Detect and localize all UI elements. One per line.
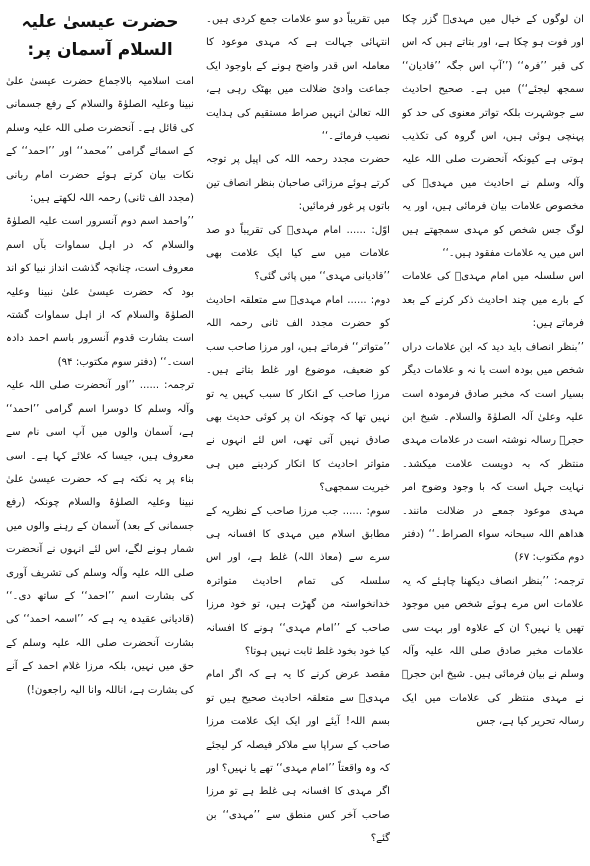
paragraph: مقصد عرض کرنے کا یہ ہے کہ اگر امام مہدیؑ سے متعلقہ احادیث صحیح ہیں تو بسم اللہ! آیئے اور ایک ایک علامت مرزا صاحب کے سراپا سے ملاکر فیصلہ کر لیجئے کہ وہ واقعتاً ’’امام مہدی‘‘ تھے یا نہیں؟ اور اگر مہدی کا افسانہ ہی غلط ہے تو مرزا صاحب آخر کس منطق سے ’’مہدی‘‘ بن گئے؟	[206, 669, 390, 845]
point-first: اوّل: ...... امام مہدیؑ کی تقریباً دو صد علامات میں سے کیا ایک علامت بھی ’’قادیانی مہدی‘‘ میں پائی گئی؟	[206, 224, 390, 283]
column-right	[402, 8, 584, 858]
paragraph: حضرت مجدد رحمہ اللہ کی اپیل پر توجہ کرتے ہوئے مرزائی صاحبان بنظر انصاف تین باتوں پر غور فرمائیں:	[206, 154, 390, 213]
point-third: سوم: ...... جب مرزا صاحب کے نظریہ کے مطابق اسلام میں مہدی کا افسانہ ہی سرے سے (معاذ اللہ) غلط ہے، اور اس سلسلہ کی تمام احادیث متواترہ خدانخواستہ من گھڑت ہیں، تو خود مرزا صاحب کے ’’امام مہدی‘‘ ہونے کا افسانہ کیا خود بخود غلط ثابت نہیں ہوتا؟	[206, 505, 390, 657]
paragraph: میں تقریباً دو سو علامات جمع کردی ہیں۔ انتہائی جہالت ہے کہ مہدی موعود کا معاملہ اس قدر واضح ہونے کے باوجود ایک جماعت وادیٔ ضلالت میں بھٹک رہی ہے، اللہ تعالیٰ انہیں صراط مستقیم کی ہدایت نصیب فرمائے۔‘‘	[206, 14, 390, 143]
translation-paragraph: ترجمہ: ’’بنظر انصاف دیکھنا چاہئے کہ یہ علامات اس مرے ہوئے شخص میں موجود تھیں یا نہیں؟ ان کے علاوہ اور بہت سی علامات مخبر صادق صلی اللہ علیہ وآلہ وسلم نے بیان فرمائی ہیں۔ شیخ ابن حجرؒ نے مہدی منتظر کی علامات میں ایک رسالہ تحریر کیا ہے، جس	[402, 575, 584, 728]
column-left	[6, 8, 194, 858]
quotation-paragraph: ’’بنظر انصاف باید دید کہ این علامات دراں شخص میں بودہ است یا نہ و علامات دیگر بسیار است کہ مخبر صادق فرمودہ است علیہ وعلیٰ آلہ الصلوٰۃ والسلام۔ شیخ ابن حجرؒ رسالہ نوشتہ است در علامات مہدی منتظر کہ بہ دویست علامت میکشد۔ نہایت جہل است کہ با وجود وضوح امر مہدی موعود جمعے در ضلالت مانند۔ ھداھم اللہ سبحانہ سواء الصراط۔‘‘ (دفتر دوم مکتوب: ۶۷)	[402, 341, 584, 564]
paragraph: ان لوگوں کے خیال میں مہدیؑ گزر چکا اور فوت ہو چکا ہے، اور بتاتے ہیں کہ اس کی قبر ’’فرہ‘‘ (’’آپ اس جگہ ’’قادیان‘‘ سمجھ لیجئے‘‘) میں ہے۔ صحیح احادیث سے جوشہرت بلکہ تواتر معنوی کی حد کو پہنچی ہوئی ہیں، اس گروہ کی تکذیب ہوتی ہے کیونکہ آنحضرت صلی اللہ علیہ وآلہ وسلم نے احادیث میں مہدیؑ کی مخصوص علامات بیان فرمائی ہیں، اور یہ لوگ جس شخص کو مہدی سمجھتے ہیں اس میں یہ علامات مفقود ہیں۔‘‘	[402, 14, 584, 260]
point-second: دوم: ...... امام مہدیؑ سے متعلقہ احادیث کو حضرت مجدد الف ثانی رحمہ اللہ ’’متواتر‘‘ فرماتے ہیں، اور مرزا صاحب سب کو ضعیف، موضوع اور غلط بتاتے ہیں۔ مرزا صاحب کے انکار کا سبب کہیں یہ تو نہیں تھا کہ چونکہ ان پر کوئی حدیث بھی صادق نہیں آتی تھی، اس لئے انہوں نے متواتر احادیث کا انکار کردینے میں ہی خیریت سمجھی؟	[206, 294, 390, 494]
paragraph: امت اسلامیہ بالاجماع حضرت عیسیٰ علیٰ نبینا وعلیہ الصلوٰۃ والسلام کے رفع جسمانی کی قائل ہے۔ آنحضرت صلی اللہ علیہ وسلم کے اسمائے گرامی ’’محمد‘‘ اور ’’احمد‘‘ کے نکات بیان کرتے ہوئے حضرت امام ربانی (مجدد الف ثانی) رحمہ اللہ لکھتے ہیں:	[6, 76, 194, 205]
quotation-paragraph: ’’واحمد اسم دوم آنسرور است علیہ الصلوٰۃ والسلام کہ در اہل سماوات بآں اسم معروف است، چنانچہ گذشت انداز نبیا کو اند بود کہ حضرت عیسیٰ علیٰ نبینا وعلیہ الصلوٰۃ والسلام کہ از اہل سماوات گشتہ است بشارت قدوم آنسرور باسم احمد دادہ است۔‘‘ (دفتر سوم مکتوب: ۹۴)	[6, 216, 194, 368]
paragraph: اس سلسلہ میں امام مہدیؑ کی علامات کے بارے میں چند احادیث ذکر کرنے کے بعد فرماتے ہیں:	[402, 271, 584, 330]
section-heading: حضرت عیسیٰ علیہ السلام آسمان پر:	[21, 12, 179, 60]
column-middle	[206, 8, 390, 858]
translation-paragraph: ترجمہ: ...... ’’اور آنحضرت صلی اللہ علیہ وآلہ وسلم کا دوسرا اسم گرامی ’’احمد‘‘ ہے، آسمان والوں میں آپ اسی نام سے معروف ہیں، جیسا کہ علائے کہا ہے۔ اسی بناء پر یہ نکتہ ہے کہ حضرت عیسیٰ علیٰ نبینا وعلیہ الصلوٰۃ والسلام چونکہ (رفع جسمانی کے بعد) آسمان کے رہنے والوں میں شمار ہونے لگے، اس لئے انہوں نے آنحضرت صلی اللہ علیہ وآلہ وسلم کی تشریف آوری کی بشارت اسم ’’احمد‘‘ کے ساتھ دی۔‘‘ (قادیانی عقیدہ یہ ہے کہ ’’اسمہ احمد‘‘ کی بشارت آنحضرت صلی اللہ علیہ وسلم کے حق میں نہیں، بلکہ مرزا غلام احمد کے آنے کی بشارت ہے، اناللہ وانا الیہ راجعون!)	[6, 380, 194, 696]
